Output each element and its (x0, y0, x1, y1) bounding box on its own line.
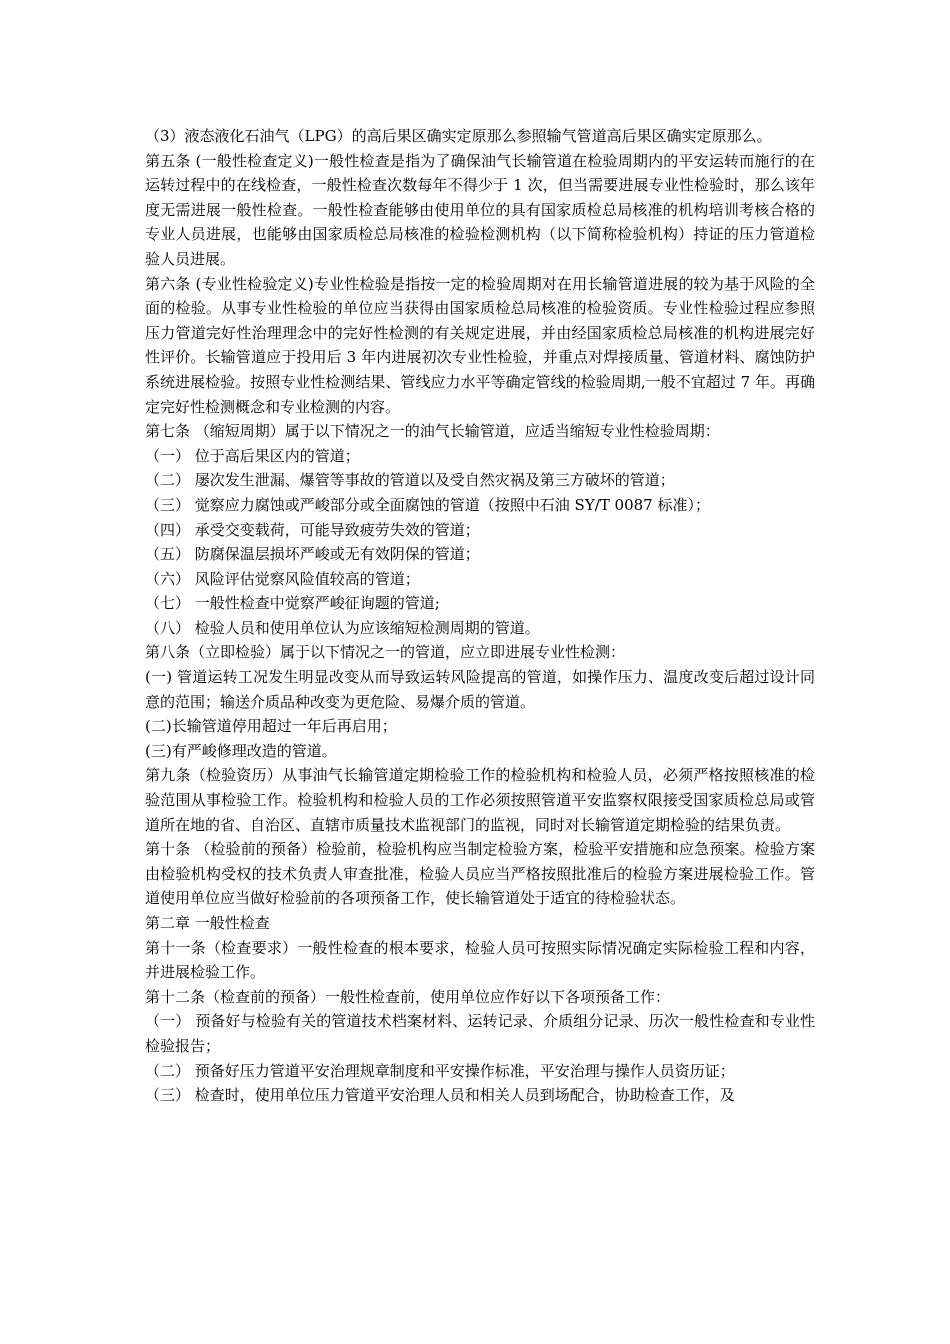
paragraph-lpg-rule: （3）液态液化石油气（LPG）的高后果区确实定原那么参照输气管道高后果区确实定原那么。 (145, 127, 772, 145)
article-8-item-2: (二)长输管道停用超过一年后再启用； (145, 717, 397, 736)
article-7-item-4: （四） 承受交变载荷，可能导致疲劳失效的管道； (145, 520, 480, 539)
article-7-item-7: （七） 一般性检查中觉察严峻征询题的管道; (145, 594, 440, 613)
article-11-requirements: 第十一条（检查要求）一般性检查的根本要求，检验人员可按照实际情况确定实际检验工程和内容，并进展检验工作。 (145, 938, 815, 982)
article-8-immediate-inspection: 第八条（立即检验）属于以下情况之一的管道，应立即进展专业性检测： (145, 643, 626, 662)
article-8-item-1: (一) 管道运转工况发生明显改变从而导致运转风险提高的管道，如操作压力、温度改变后超过设计同意的范围；输送介质品种改变为更危险、易爆介质的管道。 (145, 668, 815, 711)
article-7-item-5: （五） 防腐保温层损坏严峻或无有效阴保的管道； (145, 545, 480, 564)
article-9-qualification: 第九条（检验资历）从事油气长输管道定期检验工作的检验机构和检验人员，必须严格按照核准的检验范围从事检验工作。检验机构和检验人员的工作必须按照管道平安监察权限接受国家质检总局或管道所在地的省、自治区、直辖市质量技术监视部门的监视，同时对长输管道定期检验的结果负责。 (145, 766, 815, 834)
article-12-item-3: （三） 检查时，使用单位压力管道平安治理人员和相关人员到场配合，协助检查工作，及 (145, 1086, 735, 1105)
document-page (145, 124, 815, 1108)
article-7-item-6: （六） 风险评估觉察风险值较高的管道； (145, 569, 420, 588)
article-12-item-1: （一） 预备好与检验有关的管道技术档案材料、运转记录、介质组分记录、历次一般性检查和专业性检验报告； (145, 1012, 815, 1055)
article-6-professional-inspection: 第六条 (专业性检验定义)专业性检验是指按一定的检验周期对在用长输管道进展的较为基于风险的全面的检验。从事专业性检验的单位应当获得由国家质检总局核准的检验资质。专业性检验过程应参照压力管道完好性治理理念中的完好性检测的有关规定进展，并由经国家质检总局核准的机构进展完好性评价。长输管道应于投用后 3 年内进展初次专业性检验，并重点对焊接质量、管道材料、腐蚀防护系统进展检验。按照专业性检测结果、管线应力水平等确定管线的检验周期,一般不宜超过 7 年。再确定完好性检测概念和专业检测的内容。 (145, 274, 815, 416)
article-12-item-2: （二） 预备好压力管道平安治理规章制度和平安操作标准，平安治理与操作人员资历证； (145, 1061, 735, 1080)
article-7-item-8: （八） 检验人员和使用单位认为应该缩短检测周期的管道。 (145, 618, 540, 637)
article-10-preparation: 第十条 （检验前的预备）检验前，检验机构应当制定检验方案，检验平安措施和应急预案。检验方案由检验机构受权的技术负责人审查批准，检验人员应当严格按照批准后的检验方案进展检验工作。管道使用单位应当做好检验前的各项预备工作，使长输管道处于适宜的待检验状态。 (145, 840, 815, 908)
article-5-general-inspection: 第五条 (一般性检查定义)一般性检查是指为了确保油气长输管道在检验周期内的平安运转而施行的在运转过程中的在线检查，一般性检查次数每年不得少于 1 次，但当需要进展专业性检验时，那么该年度无需进展一般性检查。一般性检查能够由使用单位的具有国家质检总局核准的机构培训考核合格的专业人员进展，也能够由国家质检总局核准的检验检测机构（以下简称检验机构）持证的压力管道检验人员进展。 (145, 151, 815, 268)
article-7-shortened-period: 第七条 （缩短周期）属于以下情况之一的油气长输管道，应适当缩短专业性检验周期： (145, 422, 720, 441)
article-12-pre-inspection: 第十二条（检查前的预备）一般性检查前，使用单位应作好以下各项预备工作： (145, 987, 671, 1006)
article-7-item-1: （一） 位于高后果区内的管道； (145, 446, 360, 465)
chapter-2-heading: 第二章 一般性检查 (145, 914, 270, 932)
article-7-item-3: （三） 觉察应力腐蚀或严峻部分或全面腐蚀的管道（按照中石油 SY/T 0087 标准）； (145, 495, 710, 514)
article-7-item-2: （二） 屡次发生泄漏、爆管等事故的管道以及受自然灾祸及第三方破坏的管道； (145, 471, 675, 490)
article-8-item-3: (三)有严峻修理改造的管道。 (145, 741, 337, 760)
